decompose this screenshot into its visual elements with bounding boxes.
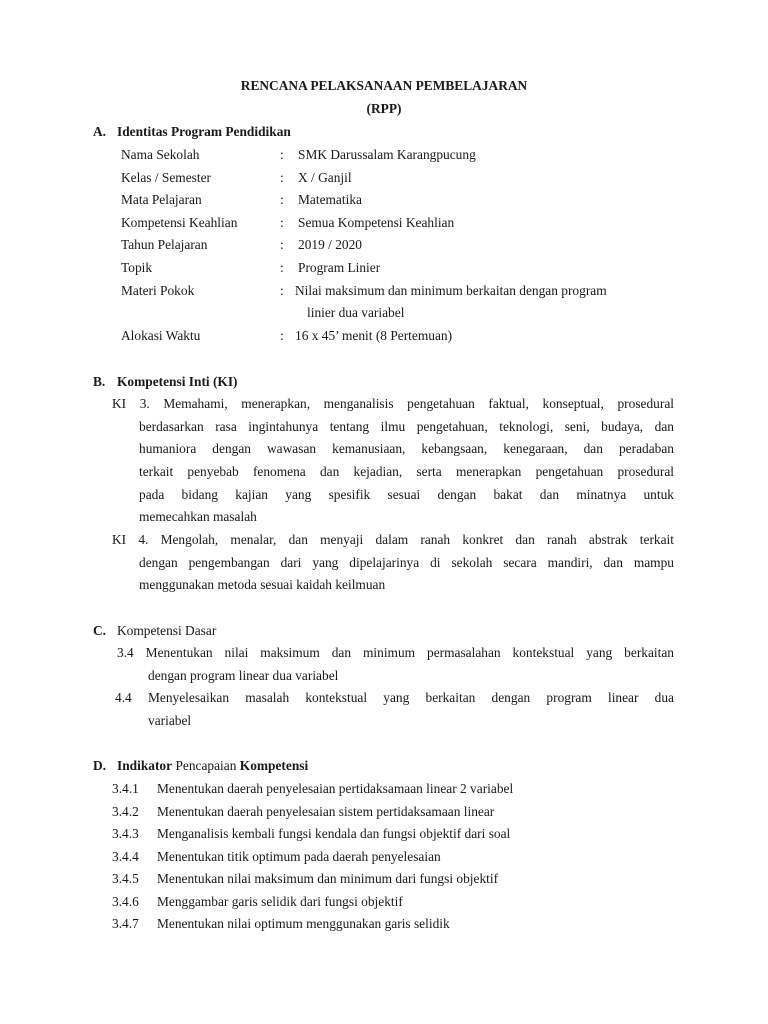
section-b-letter: B. — [93, 374, 106, 389]
identity-label: Mata Pelajaran — [121, 192, 202, 207]
ki3-line: KI 3. Memahami, menerapkan, menganalisis pengetahuan faktual, konseptual, prosedural — [112, 396, 674, 411]
kd-3-4-line: dengan program linear dua variabel — [148, 668, 339, 683]
indicator-number: 3.4.3 — [112, 826, 139, 841]
section-d-heading-part: Indikator — [117, 758, 173, 773]
section-c-letter: C. — [93, 623, 107, 638]
section-b-heading: Kompetensi Inti (KI) — [117, 374, 238, 389]
indicator-text: Menentukan daerah penyelesaian pertidaksamaan linear 2 variabel — [157, 781, 514, 796]
section-c-heading: Kompetensi Dasar — [117, 623, 217, 638]
section-a-letter: A. — [93, 124, 107, 139]
identity-colon: : — [280, 170, 284, 185]
document-subtitle: (RPP) — [366, 101, 402, 116]
identity-label: Topik — [121, 260, 153, 275]
indicator-number: 3.4.4 — [112, 849, 139, 864]
identity-value: 2019 / 2020 — [298, 237, 362, 252]
identity-label: Alokasi Waktu — [121, 328, 201, 343]
identity-colon: : — [280, 260, 284, 275]
identity-label: Tahun Pelajaran — [121, 237, 208, 252]
section-d-heading — [117, 758, 308, 774]
identity-value: Nilai maksimum dan minimum berkaitan dengan program — [295, 283, 607, 298]
ki3-line: terkait penyebab fenomena dan kejadian, serta menerapkan pengetahuan prosedural — [139, 464, 674, 479]
ki3-line: memecahkan masalah — [139, 509, 257, 524]
indicator-number: 3.4.5 — [112, 871, 139, 886]
ki3-line: berdasarkan rasa ingintahunya tentang ilmu pengetahuan, teknologi, seni, budaya, dan — [139, 419, 674, 434]
identity-colon: : — [280, 147, 284, 162]
section-a-heading: Identitas Program Pendidikan — [117, 124, 291, 139]
ki4-line: KI 4. Mengolah, menalar, dan menyaji dalam ranah konkret dan ranah abstrak terkait — [112, 532, 674, 547]
identity-label: Nama Sekolah — [121, 147, 200, 162]
identity-label: Materi Pokok — [121, 283, 195, 298]
identity-colon: : — [280, 215, 284, 230]
indicator-text: Menentukan nilai optimum menggunakan garis selidik — [157, 916, 450, 931]
identity-value: Semua Kompetensi Keahlian — [298, 215, 455, 230]
identity-colon: : — [280, 328, 284, 343]
kd-4-4-number: 4.4 — [115, 690, 132, 705]
ki3-line: humaniora dengan wawasan kemanusiaan, kebangsaan, kenegaraan, dan peradaban — [139, 441, 674, 456]
indicator-number: 3.4.1 — [112, 781, 139, 796]
indicator-text: Menggambar garis selidik dari fungsi objektif — [157, 894, 403, 909]
kd-4-4-line: Menyelesaikan masalah kontekstual yang berkaitan dengan program linear dua — [148, 690, 674, 705]
identity-colon: : — [280, 237, 284, 252]
kd-4-4-line: variabel — [148, 713, 192, 728]
identity-label: Kompetensi Keahlian — [121, 215, 238, 230]
section-d-heading-part: Kompetensi — [239, 758, 309, 773]
section-d-letter: D. — [93, 758, 107, 773]
identity-value: Matematika — [298, 192, 362, 207]
ki4-line: menggunakan metoda sesuai kaidah keilmuan — [139, 577, 386, 592]
indicator-number: 3.4.6 — [112, 894, 139, 909]
document-title: RENCANA PELAKSANAAN PEMBELAJARAN — [240, 78, 528, 93]
ki4-line: dengan pengembangan dari yang dipelajarinya di sekolah secara mandiri, dan mampu — [139, 555, 674, 570]
indicator-number: 3.4.7 — [112, 916, 139, 931]
identity-colon: : — [280, 283, 284, 298]
identity-value: Program Linier — [298, 260, 381, 275]
identity-value: 16 x 45’ menit (8 Pertemuan) — [295, 328, 453, 343]
indicator-text: Menentukan daerah penyelesaian sistem pertidaksamaan linear — [157, 804, 495, 819]
identity-label: Kelas / Semester — [121, 170, 211, 185]
section-d-heading-part: Pencapaian — [175, 758, 237, 773]
ki3-line: pada bidang kajian yang spesifik sesuai dengan bakat dan minatnya untuk — [139, 487, 674, 502]
indicator-text: Menganalisis kembali fungsi kendala dan fungsi objektif dari soal — [157, 826, 511, 841]
identity-colon: : — [280, 192, 284, 207]
identity-value: SMK Darussalam Karangpucung — [298, 147, 476, 162]
identity-value-continued: linier dua variabel — [307, 305, 405, 320]
indicator-number: 3.4.2 — [112, 804, 139, 819]
identity-value: X / Ganjil — [298, 170, 352, 185]
indicator-text: Menentukan titik optimum pada daerah penyelesaian — [157, 849, 441, 864]
indicator-text: Menentukan nilai maksimum dan minimum dari fungsi objektif — [157, 871, 499, 886]
kd-3-4-line: 3.4 Menentukan nilai maksimum dan minimum permasalahan kontekstual yang berkaitan — [117, 645, 674, 660]
